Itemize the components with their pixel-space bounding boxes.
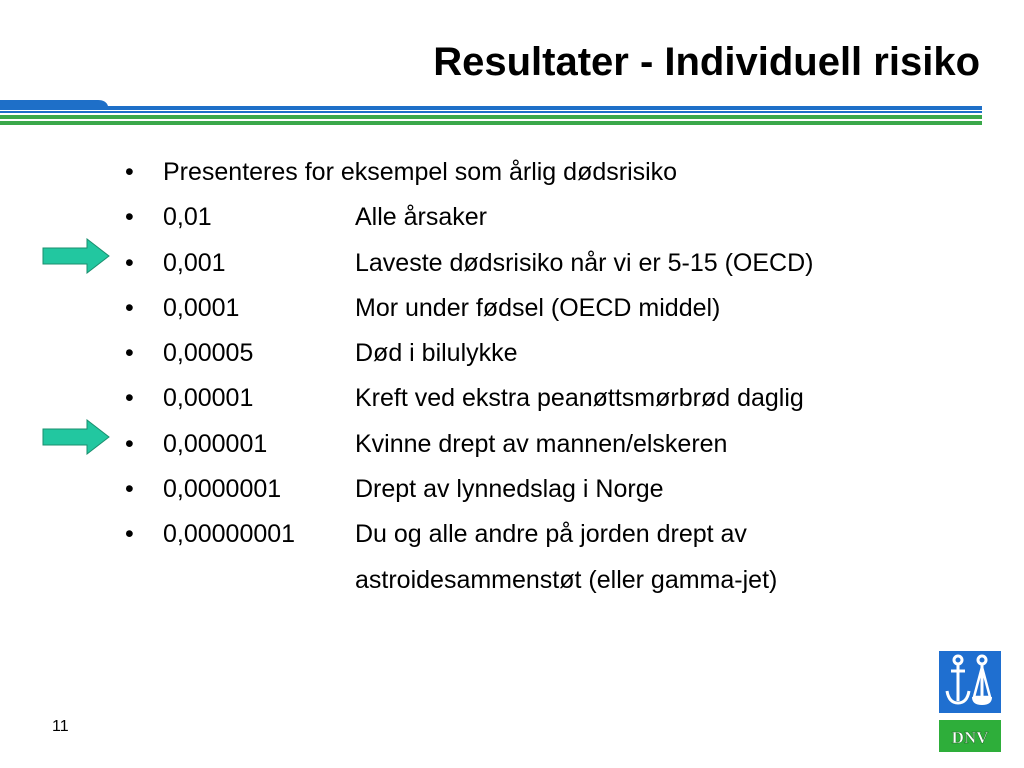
slide-title: Resultater - Individuell risiko <box>433 40 980 84</box>
risk-description: Mor under fødsel (OECD middel) <box>355 293 721 322</box>
page-number: 11 <box>52 718 69 735</box>
bullet: • <box>125 248 134 277</box>
arrow-right-icon <box>42 238 110 274</box>
header-divider-bars <box>0 100 982 128</box>
item-text: Presenteres for eksempel som årlig dødsrisiko <box>163 158 678 186</box>
bullet: • <box>125 384 134 413</box>
risk-description: Drept av lynnedslag i Norge <box>355 475 664 504</box>
bullet: • <box>125 475 134 504</box>
risk-value: 0,000001 <box>163 429 268 458</box>
risk-value: 0,0000001 <box>163 475 282 504</box>
risk-description: Du og alle andre på jorden drept av <box>355 520 747 549</box>
bullet: • <box>125 293 134 322</box>
risk-value: 0,00000001 <box>163 520 296 549</box>
bullet: • <box>125 429 134 458</box>
bullet: • <box>125 339 134 368</box>
risk-value: 0,01 <box>163 203 212 232</box>
bullet: • <box>125 158 134 186</box>
risk-description: Alle årsaker <box>355 203 487 232</box>
risk-description: Død i bilulykke <box>355 339 518 368</box>
risk-value: 0,00005 <box>163 339 254 368</box>
bullet: • <box>125 520 134 549</box>
risk-description: Laveste dødsrisiko når vi er 5-15 (OECD) <box>355 248 814 277</box>
bullet: • <box>125 203 134 232</box>
risk-description: Kvinne drept av mannen/elskeren <box>355 429 728 458</box>
risk-value: 0,001 <box>163 248 226 277</box>
risk-description: astroidesammenstøt (eller gamma-jet) <box>355 565 778 594</box>
dnv-logo <box>939 651 1001 752</box>
arrow-right-icon <box>42 419 110 455</box>
logo-text: DNV <box>951 728 989 747</box>
risk-description: Kreft ved ekstra peanøttsmørbrød daglig <box>355 384 804 413</box>
risk-value: 0,00001 <box>163 384 254 413</box>
risk-value: 0,0001 <box>163 293 240 322</box>
